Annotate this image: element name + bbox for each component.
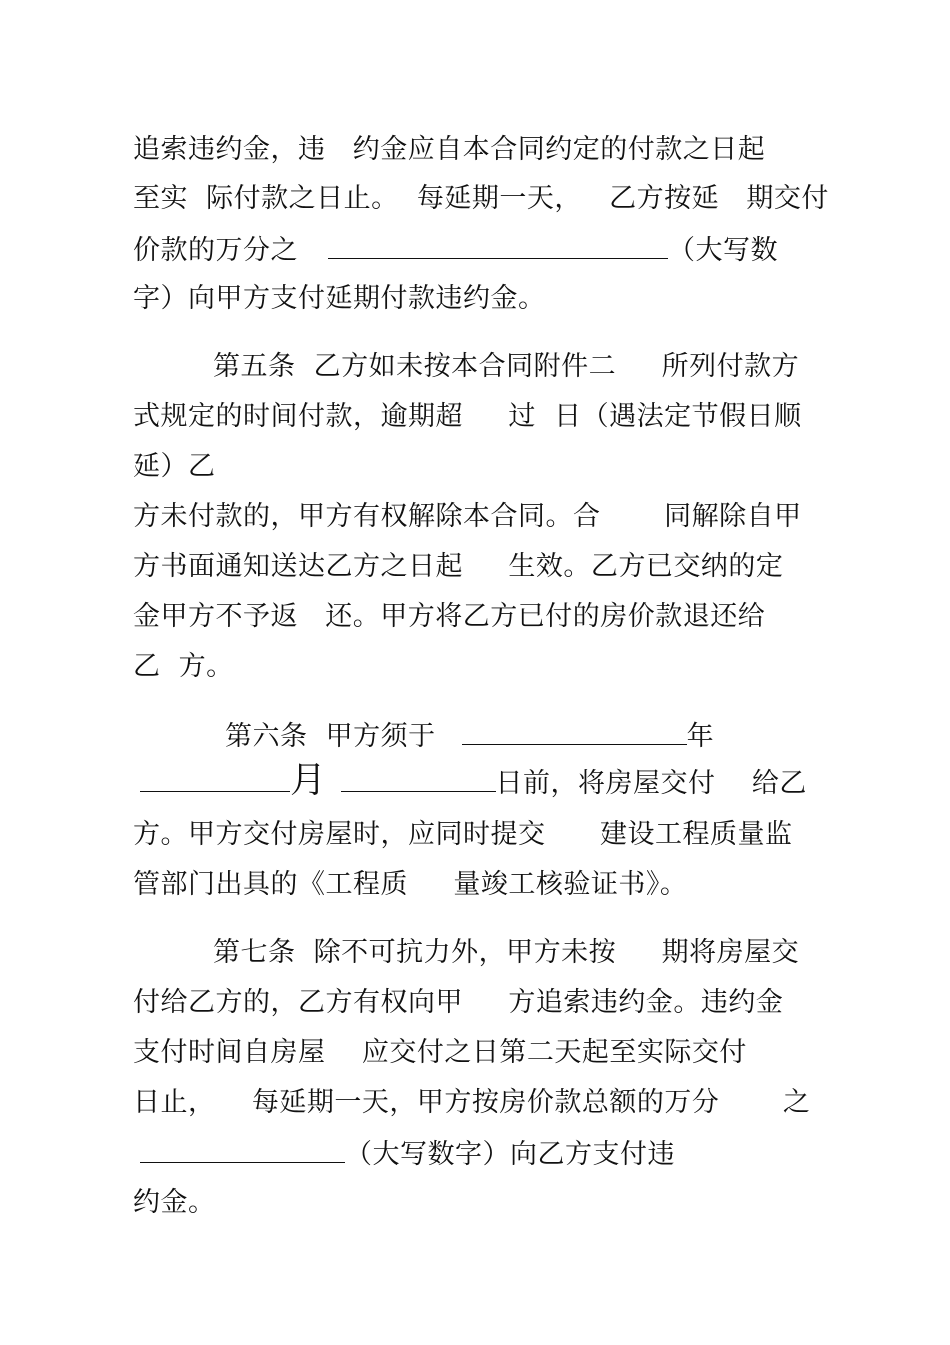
fill-in-blank-month[interactable] xyxy=(140,765,290,792)
text-line: 日止， 每延期一天，甲方按房价款总额的万分 之 xyxy=(133,1087,811,1118)
fill-in-blank[interactable] xyxy=(328,232,668,259)
fill-in-blank[interactable] xyxy=(140,1136,345,1163)
text-line: 方未付款的，甲方有权解除本合同。合 同解除自甲 xyxy=(133,501,802,532)
article-heading-line: 第五条 乙方如未按本合同附件二 所列付款方 xyxy=(213,351,800,382)
text-line: 管部门出具的《工程质 量竣工核验证书》。 xyxy=(133,869,688,900)
text-line: 字）向甲方支付延期付款违约金。 xyxy=(133,283,546,314)
fill-in-blank-year[interactable] xyxy=(462,718,687,745)
text-line: 方书面通知送达乙方之日起 生效。乙方已交纳的定 xyxy=(133,551,784,582)
text-line: 乙 方。 xyxy=(133,651,234,682)
article-heading-line: 第六条 甲方须于 年 xyxy=(225,718,714,754)
text-line: 价款的万分之 （大写数 xyxy=(133,232,778,268)
fill-in-blank-day[interactable] xyxy=(341,765,496,792)
text-line: 支付时间自房屋 应交付之日第二天起至实际交付 xyxy=(133,1037,747,1068)
text-line: 延）乙 xyxy=(133,451,216,482)
text-line: 追索违约金，违 约金应自本合同约定的付款之日起 xyxy=(133,134,766,165)
text-line: 方。甲方交付房屋时，应同时提交 建设工程质量监 xyxy=(133,819,793,850)
text-line: 式规定的时间付款，逾期超 过 日（遇法定节假日顺 xyxy=(133,401,802,432)
text-line: 金甲方不予返 还。甲方将乙方已付的房价款退还给 xyxy=(133,601,766,632)
text-line: 约金。 xyxy=(133,1187,216,1218)
article-heading-line: 第七条 除不可抗力外，甲方未按 期将房屋交 xyxy=(213,937,800,968)
text-line: 月 日前，将房屋交付 给乙 xyxy=(140,764,807,801)
text-line: 至实 际付款之日止。 每延期一天， 乙方按延 期交付 xyxy=(133,183,829,214)
text-line: （大写数字）向乙方支付违 xyxy=(140,1136,675,1172)
text-line: 付给乙方的，乙方有权向甲 方追索违约金。违约金 xyxy=(133,987,784,1018)
